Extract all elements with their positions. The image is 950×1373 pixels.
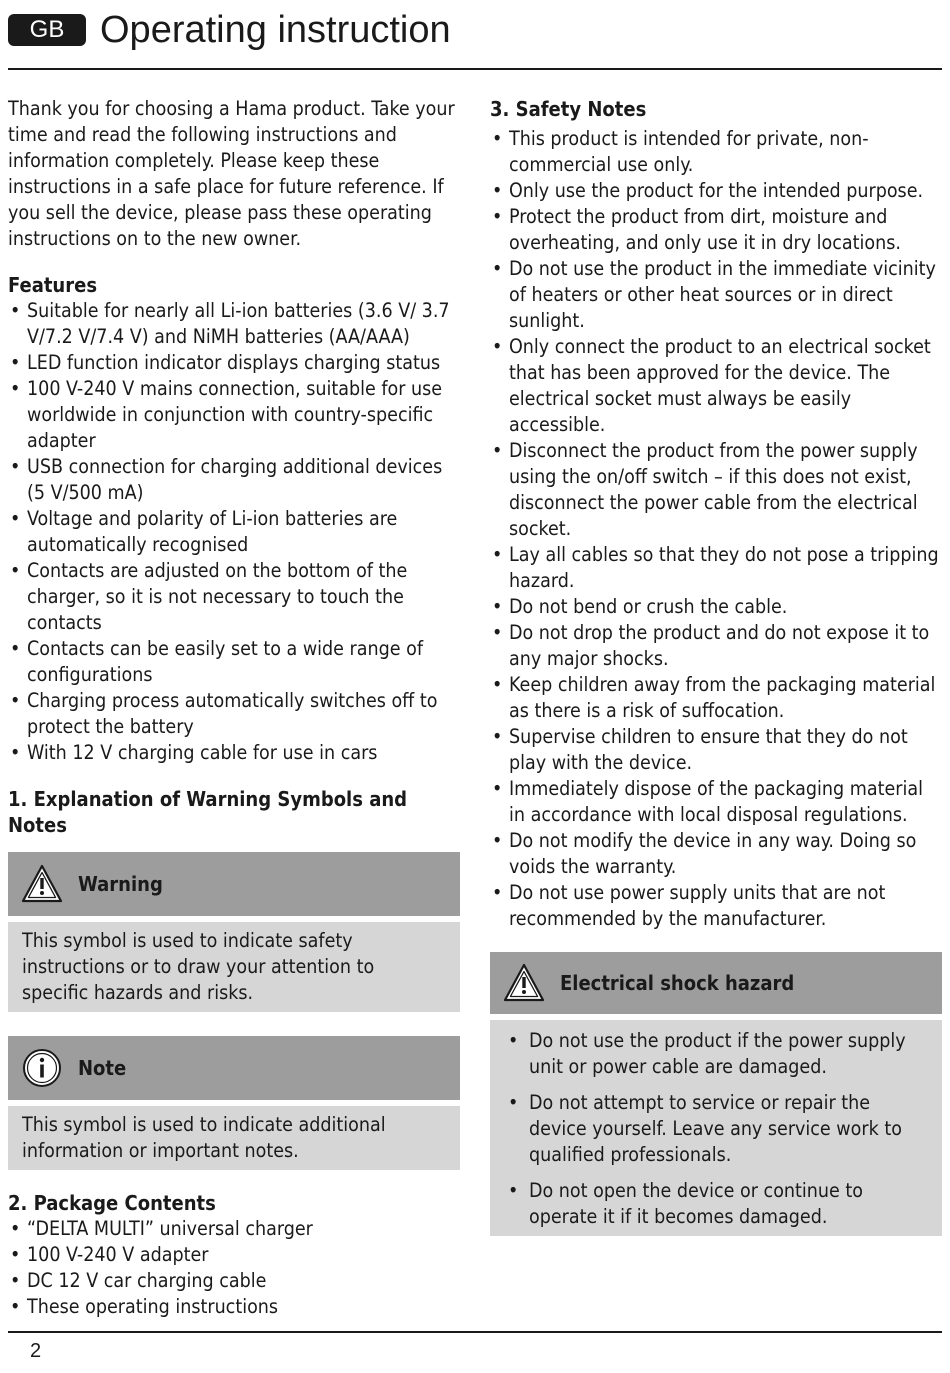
- list-item: • This product is intended for private, non-commercial use only.: [490, 126, 942, 178]
- list-item: • Do not open the device or continue to operate it if it becomes damaged.: [504, 1178, 928, 1230]
- list-item: • Immediately dispose of the packaging material in accordance with local disposal regulations.: [490, 776, 942, 828]
- list-item: • These operating instructions: [8, 1294, 460, 1320]
- list-item: • Do not use the product in the immediate vicinity of heaters or other heat sources or in direct sunlight.: [490, 256, 942, 334]
- electrical-shock-box-body: [490, 1020, 942, 1236]
- page-title: Operating instruction: [100, 9, 451, 51]
- list-item: • Supervise children to ensure that they do not play with the device.: [490, 724, 942, 776]
- electrical-shock-title: Electrical shock hazard: [560, 971, 795, 995]
- list-item: • Contacts are adjusted on the bottom of the charger, so it is not necessary to touch the contacts: [8, 558, 460, 636]
- list-item: • Do not use the product if the power supply unit or power cable are damaged.: [504, 1028, 928, 1080]
- note-text: This symbol is used to indicate additional information or important notes.: [22, 1113, 386, 1162]
- list-item: • USB connection for charging additional devices (5 V/500 mA): [8, 454, 460, 506]
- section-heading-safety-notes: 3. Safety Notes: [490, 97, 647, 121]
- warning-box-body: [8, 922, 460, 1012]
- list-item: • 100 V-240 V adapter: [8, 1242, 460, 1268]
- electrical-shock-list: [504, 1028, 928, 1230]
- list-item: • DC 12 V car charging cable: [8, 1268, 460, 1294]
- list-item: • Do not modify the device in any way. Doing so voids the warranty.: [490, 828, 942, 880]
- features-list: [8, 298, 460, 766]
- warning-triangle-icon: [502, 962, 546, 1004]
- list-item: • Charging process automatically switches off to protect the battery: [8, 688, 460, 740]
- electrical-shock-box: [490, 952, 942, 1236]
- info-icon: [20, 1047, 64, 1089]
- warning-triangle-icon: [20, 863, 64, 905]
- page-number: 2: [30, 1340, 42, 1362]
- list-item: • Keep children away from the packaging material as there is a risk of suffocation.: [490, 672, 942, 724]
- warning-box: [8, 852, 460, 1012]
- intro-paragraph: Thank you for choosing a Hama product. Take your time and read the following instructions and information completely. Please keep these instructions in a safe place for future reference. If you sell the device, please pass these operating instructions on to the new owner.: [8, 97, 455, 250]
- list-item: • 100 V-240 V mains connection, suitable for use worldwide in conjunction with country-specific adapter: [8, 376, 460, 454]
- footer-divider: [8, 1331, 942, 1333]
- list-item: • Contacts can be easily set to a wide range of configurations: [8, 636, 460, 688]
- section-heading-package-contents: 2. Package Contents: [8, 1191, 216, 1215]
- list-item: • Only use the product for the intended purpose.: [490, 178, 942, 204]
- note-box-header: [8, 1036, 460, 1100]
- package-contents-list: [8, 1216, 460, 1320]
- language-badge: GB: [8, 14, 86, 46]
- list-item: • With 12 V charging cable for use in cars: [8, 740, 460, 766]
- list-item: • Voltage and polarity of Li-ion batteries are automatically recognised: [8, 506, 460, 558]
- note-box-body: [8, 1106, 460, 1170]
- list-item: • Only connect the product to an electrical socket that has been approved for the device. The electrical socket must always be easily accessible.: [490, 334, 942, 438]
- note-title: Note: [78, 1056, 127, 1080]
- list-item: • Do not use power supply units that are not recommended by the manufacturer.: [490, 880, 942, 932]
- warning-text: This symbol is used to indicate safety instructions or to draw your attention to specific hazards and risks.: [22, 929, 375, 1004]
- list-item: • LED function indicator displays charging status: [8, 350, 460, 376]
- right-column: [490, 96, 942, 1236]
- warning-box-header: [8, 852, 460, 916]
- list-item: • Do not attempt to service or repair the device yourself. Leave any service work to qualified professionals.: [504, 1090, 928, 1168]
- list-item: • Do not bend or crush the cable.: [490, 594, 942, 620]
- list-item: • Lay all cables so that they do not pose a tripping hazard.: [490, 542, 942, 594]
- section-heading-warning-symbols: 1. Explanation of Warning Symbols and Notes: [8, 787, 408, 837]
- left-column: [8, 96, 460, 1320]
- list-item: • Do not drop the product and do not expose it to any major shocks.: [490, 620, 942, 672]
- list-item: • “DELTA MULTI” universal charger: [8, 1216, 460, 1242]
- safety-notes-list: [490, 126, 942, 932]
- list-item: • Suitable for nearly all Li-ion batteries (3.6 V/ 3.7 V/7.2 V/7.4 V) and NiMH batteries (AA/AAA): [8, 298, 460, 350]
- warning-title: Warning: [78, 872, 163, 896]
- note-box: [8, 1036, 460, 1170]
- header-divider: [8, 68, 942, 70]
- electrical-shock-box-header: [490, 952, 942, 1014]
- features-heading: Features: [8, 273, 98, 297]
- list-item: • Protect the product from dirt, moisture and overheating, and only use it in dry locations.: [490, 204, 942, 256]
- list-item: • Disconnect the product from the power supply using the on/off switch – if this does not exist, disconnect the power cable from the electrical socket.: [490, 438, 942, 542]
